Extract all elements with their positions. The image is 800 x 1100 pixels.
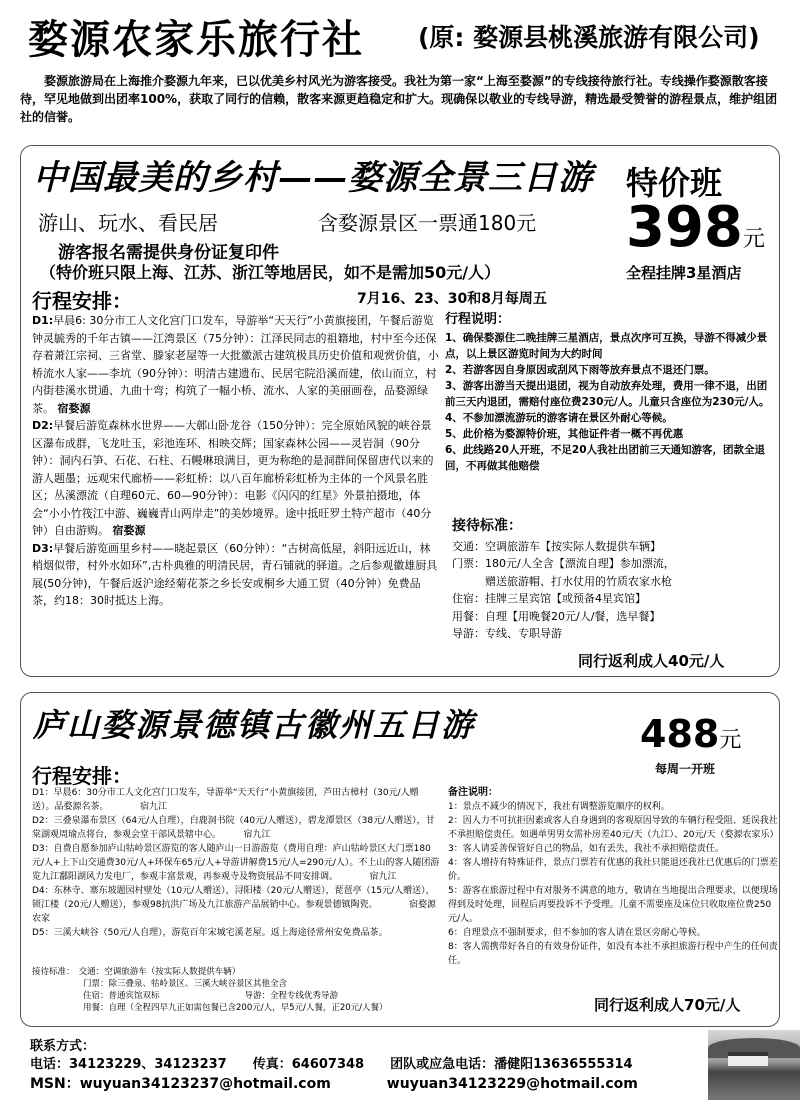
tour2-price (640, 712, 741, 756)
tour1-price-value: 398 (626, 195, 743, 260)
tour1-schedule-label: 行程安排： (32, 289, 132, 313)
tour1-day (32, 417, 440, 540)
note-item: 6、此线路20人开班，不足20人我社出团前三天通知游客，团款全退回，不再做其他赔偿 (445, 444, 766, 472)
tour1-rebate: 同行返利成人40元/人 (578, 652, 725, 670)
house-shape (728, 1052, 768, 1066)
note-item: 1、确保婺源住二晚挂牌三星酒店，景点次序可互换，导游不得减少景点，以上景区游览时间为大约时间 (445, 332, 768, 360)
village-photo (708, 1030, 800, 1100)
tour1-notes-title: 行程说明： (445, 312, 511, 327)
day-label: D2: (32, 419, 54, 432)
tour2-schedule-label: 行程安排： (32, 764, 132, 788)
day-label: D3: (32, 541, 54, 555)
day-lodging: 宿婺源 (112, 524, 146, 537)
tour1-tagline-right: 含婺源景区一票通180元 (318, 211, 537, 235)
tour2-itinerary (32, 786, 440, 940)
tour1-tagline-left: 游山、玩水、看民居 (38, 211, 218, 235)
standard-item: 交通：空调旅游车【按实际人数提供车辆】 (452, 539, 661, 553)
contact-label: 联系方式： (30, 1039, 96, 1054)
tour1-standards-title: 接待标准： (452, 518, 522, 534)
tour2-day: D1：早晨6：30分市工人文化宫门口发车，导游举“天天行”小黄旗接团，芦田古樟村（30元/人赠送）。品婺源名茶。 宿九江 (32, 788, 419, 812)
note-item: 8：客人需携带好各自的有效身份证件，如没有本社不承担旅游行程中产生的任何责任。 (448, 942, 778, 966)
tour2-day: D3：自费自愿参加庐山牯岭景区游览的客人随庐山一日游游览（费用自理：庐山牯岭景区大门票180元/人+上下山交通费30元/人+环保车65元/人+导游讲解费15元/人=290元/人）。不上山的客人随团游览九江鄱阳湖风力发电厂，参观丰富景观，再参观寺及物资展品不同安排调。 宿九江 (32, 844, 440, 882)
tour1-price (626, 195, 765, 270)
agency-former-name: (原: 婺源县桃溪旅游有限公司) (418, 23, 760, 52)
tour2-price-value: 488 (640, 712, 720, 756)
note-item: 2：因人力不可抗拒因素或客人自身遇到的客观原因导致的车辆行程受阻、延误我社不承担赔偿责任。如遇单男男女需补房差40元/天（九江）、20元/天（婺源农家乐） (448, 816, 779, 840)
tour1-day (32, 312, 440, 417)
note-item: 3：客人请妥善保管好自己的物品，如有丢失，我社不承担赔偿责任。 (448, 844, 724, 854)
day-text: 早晨6: 30分市工人文化宫门口发车，导游举“天天行”小黄旗接团，午餐后游览钟灵毓秀的千年古镇——江湾景区（75分钟）：江泽民同志的祖籍地，村中至今还保存着萧江宗祠、三省堂、滕家老屋等一大批徽派古建筑极具历史价值和观赏价值，小桥流水人家——李坑（90分钟）：明清古建遗布、民居宅院沿溪而建，依山而立，村内街巷溪水贯通、九曲十弯；构筑了一幅小桥、流水、人家的美丽画卷，品婺源绿茶。 (32, 314, 439, 415)
day-lodging: 宿婺源 (57, 401, 91, 415)
tour1-price-unit: 元 (742, 227, 765, 252)
tour2-price-unit: 元 (719, 728, 742, 753)
day-text: 早餐后游览画里乡村——晓起景区（60分钟）：“古树高低屋，斜阳远近山，林梢烟似带，村外水如环”,古朴典雅的明清民居，青石铺就的驿道。之后参观徽雄厨具展(50分钟)，午餐后返沪途经菊花茶之乡长安或桐乡大通工贸（40分钟）免费品茶，约18：30时抵达上海。 (32, 541, 438, 607)
tour1-itinerary (32, 312, 440, 610)
standard-item: 用餐：自理【用晚餐20元/人/餐，选早餐】 (452, 609, 661, 623)
standard-item: 住宿：普通宾馆双标 导游：全程专线优秀导游 (32, 991, 339, 1001)
tour2-day: D2：三叠泉瀑布景区（64元/人自理），白鹿洞书院（40元/人赠送），碧龙潭景区（38元/人赠送），甘棠湖观周瑜点将台，参观会堂干部风景辖中心。 宿九江 (32, 816, 435, 840)
tour1-day (32, 540, 440, 610)
tour2-notes-title: 备注说明： (448, 787, 498, 798)
note-item: 4：客人增持有特殊证件，景点门票若有优惠的我社只能退还我社已优惠后的门票差价。 (448, 858, 778, 882)
tour1-dates: 7月16、23、30和8月每周五 (357, 291, 547, 307)
tour2-notes (448, 786, 778, 968)
note-item: 5、此价格为婺源特价班，其他证件者一概不再优惠 (445, 428, 684, 440)
standard-item: 住宿：挂牌三星宾馆【或预备4星宾馆】 (452, 592, 646, 605)
tour1-special-label: 特价班 (626, 164, 723, 202)
day-text: 早餐后游览森林水世界——大鄣山卧龙谷（150分钟）：完全原始风貌的峡谷景区瀑布成群，飞龙吐玉，彩池连环、相映交辉；国家森林公园——灵岩洞（90分钟）：洞内石笋、石花、石柱、石幔琳琅满目，更为称绝的是洞群间保留唐代以来的游人题墨；远观宋代廊桥——彩虹桥：以八百年廊桥彩虹桥为主体的一个风景名胜区；丛溪漂流（自理60元、60—90分钟）：电影《闪闪的红星》外景拍摄地，体会“小小竹筏江中游、巍巍青山两岸走”的美妙境界。途中抵旺罗土特产超市（40分钟）自由游购。 (32, 419, 434, 537)
tour2-day: D4：东林寺、寨东坡题园村壁处（10元/人赠送），浔阳楼（20元/人赠送），琵琶亭（15元/人赠送），锁江楼（20元/人赠送），参观98抗洪广场及九江旅游产品展销中心。参观景德镇陶瓷。 宿婺源农家 (32, 886, 436, 924)
tour1-notes (445, 312, 775, 474)
tour2-day: D5：三溪大峡谷（50元/人自理），游览百年宋城宅溪老屋。返上海途径常州安免费品茶。 (32, 928, 388, 938)
agency-title: 婺源农家乐旅行社 (28, 17, 364, 63)
tour2-rebate: 同行返利成人70元/人 (594, 996, 741, 1014)
note-item: 5：游客在旅游过程中有对服务不满意的地方，敬请在当地提出合理要求，以便现场得到及时处理，回程后再要投诉不予受理。儿童不需要座及床位只收取座位费250元/人。 (448, 886, 778, 924)
standard-item: 门票：180元/人全含【漂流自理】参加漂流， (452, 557, 675, 570)
agency-intro: 婺源旅游局在上海推介婺源九年来，已以优美乡村风光为游客接受。我社为第一家“上海至婺源”的专线接待旅行社。专线操作婺源散客接待，罕见地做到出团率100%，获取了同行的信赖，散客来源更趋稳定和扩大。现确保以敬业的专线导游，精选最受赞誉的游程景点，维护组团社的信誉。 (20, 74, 778, 124)
standard-item: 导游：专线、专职导游 (452, 627, 562, 640)
tour1-standards (452, 518, 777, 643)
note-item: 3、游客出游当天提出退团，视为自动放弃处理，费用一律不退，出团前三天内退团，需赔付座位费230元/人。儿童只含座位为230元/人。 (445, 380, 770, 408)
tour1-restriction: （特价班只限上海、江苏、浙江等地居民，如不是需加50元/人） (40, 263, 501, 282)
note-item: 1：景点不减少的情况下，我社有调整游览顺序的权利。 (448, 802, 670, 812)
standard-item: 接待标准： 交通：空调旅游车（按实际人数提供车辆） (32, 967, 241, 977)
tour2-standards (32, 966, 442, 1014)
standard-item: 赠送旅游帽、打水仗用的竹质农家水枪 (452, 574, 672, 588)
tour1-price-note: 全程挂牌3星酒店 (626, 264, 742, 282)
tour2-title: 庐山婺源景德镇古徽州五日游 (33, 706, 476, 744)
day-label: D1: (32, 314, 54, 327)
note-item: 2、若游客因自身原因或刮风下雨等放弃景点不退还门票。 (445, 364, 715, 376)
note-item: 6：自理景点不强制要求，但不参加的客人请在景区旁耐心等候。 (448, 928, 706, 938)
tour2-price-note: 每周一开班 (655, 762, 716, 776)
tour1-title: 中国最美的乡村——婺源全景三日游 (33, 158, 593, 198)
standard-item: 门票：除三叠泉、牯岭景区、三溪大峡谷景区其他全含 (32, 979, 288, 989)
tour1-requirement: 游客报名需提供身份证复印件 (58, 243, 279, 263)
standard-item: 用餐：自理（全程四早九正如需包餐已含200元/人，早5元/人餐，正20元/人餐） (32, 1003, 388, 1013)
contact-phones: 电话：34123229、34123237 传真：64607348 团队或应急电话：潘健阳13636555314 (30, 1057, 633, 1072)
note-item: 4、不参加漂流游玩的游客请在景区外耐心等候。 (445, 412, 673, 424)
contact-msn: MSN：wuyuan34123237@hotmail.com wuyuan34123229@hotmail.com (30, 1076, 638, 1092)
